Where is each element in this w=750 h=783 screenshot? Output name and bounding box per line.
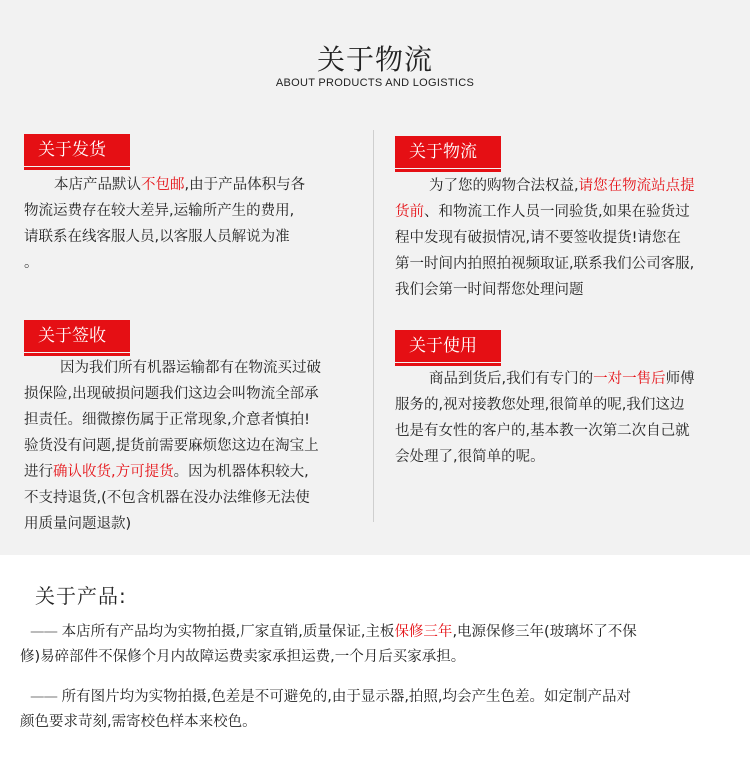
product-p1c: ,电源保修三年(玻璃坏了不保: [452, 624, 637, 640]
shipping-text-1: 本店产品默认: [54, 177, 141, 193]
product-title: 关于产品:: [35, 584, 127, 608]
logistics-highlight-1: 请您在物流站点提: [578, 178, 695, 194]
shipping-highlight: 不包邮: [141, 177, 185, 193]
product-p1a: 本店所有产品均为实物拍摄,厂家直销,质量保证,主板: [57, 624, 395, 640]
logistics-line-2b: 、和物流工作人员一同验货,如果在验货过: [424, 204, 690, 220]
receipt-line-6: 不支持退货,(不包含机器在没办法维修无法使: [24, 490, 310, 506]
product-p2a: 所有图片均为实物拍摄,色差是不可避免的,由于显示器,拍照,均会产生色差。如定制产品对: [57, 689, 632, 705]
dash-2: ——: [30, 689, 57, 705]
shipping-line-3: 请联系在线客服人员,以客服人员解说为准: [24, 229, 290, 245]
usage-line-1c: 师傅: [665, 371, 695, 387]
logistics-line-1a: 为了您的购物合法权益,: [429, 178, 579, 194]
column-divider: [373, 130, 374, 522]
page-subtitle: ABOUT PRODUCTS AND LOGISTICS: [275, 77, 475, 89]
product-para-1: [20, 620, 730, 670]
logistics-tag: 关于物流: [395, 136, 501, 168]
receipt-line-3: 担责任。细微擦伤属于正常现象,介意者慎拍!: [24, 412, 310, 428]
shipping-text: [24, 172, 364, 276]
usage-line-1a: 商品到货后,我们有专门的: [429, 371, 594, 387]
logistics-line-5: 我们会第一时间帮您处理问题: [395, 282, 584, 298]
page-title: 关于物流: [316, 43, 433, 76]
logistics-text: [395, 173, 740, 303]
receipt-tag: 关于签收: [24, 320, 130, 352]
shipping-line-4: 。: [24, 255, 39, 271]
usage-line-4: 会处理了,很简单的呢。: [395, 449, 545, 465]
shipping-text-2: ,由于产品体积与各: [184, 177, 306, 193]
receipt-text: [24, 355, 369, 537]
shipping-line-2: 物流运费存在较大差异,运输所产生的费用,: [24, 203, 295, 219]
product-highlight: 保修三年: [394, 624, 453, 640]
shipping-tag: 关于发货: [24, 134, 130, 166]
usage-tag: 关于使用: [395, 330, 501, 362]
usage-text: [395, 366, 740, 470]
receipt-line-5c: 。因为机器体积较大,: [173, 464, 309, 480]
receipt-line-2: 损保险,出现破损问题我们这边会叫物流全部承: [24, 386, 319, 402]
dash-1: ——: [30, 624, 57, 640]
usage-line-2: 服务的,视对接教您处理,很简单的呢,我们这边: [395, 397, 685, 413]
receipt-line-4: 验货没有问题,提货前需要麻烦您这边在淘宝上: [24, 438, 319, 454]
product-para-2: [20, 685, 730, 735]
logistics-line-3: 程中发现有破损情况,请不要签收提货!请您在: [395, 230, 681, 246]
receipt-line-7: 用质量问题退款): [24, 516, 132, 532]
usage-highlight: 一对一售后: [593, 371, 666, 387]
logistics-highlight-2: 货前: [395, 204, 424, 220]
receipt-highlight: 确认收货,方可提货: [53, 464, 174, 480]
product-p2b: 颜色要求苛刻,需寄校色样本来校色。: [20, 714, 257, 730]
product-p1d: 修)易碎部件不保修个月内故障运费卖家承担运费,一个月后买家承担。: [20, 649, 466, 665]
usage-line-3: 也是有女性的客户的,基本教一次第二次自己就: [395, 423, 690, 439]
receipt-line-5a: 进行: [24, 464, 53, 480]
receipt-line-1: 因为我们所有机器运输都有在物流买过破: [60, 360, 321, 376]
logistics-line-4: 第一时间内拍照拍视频取证,联系我们公司客服,: [395, 256, 695, 272]
